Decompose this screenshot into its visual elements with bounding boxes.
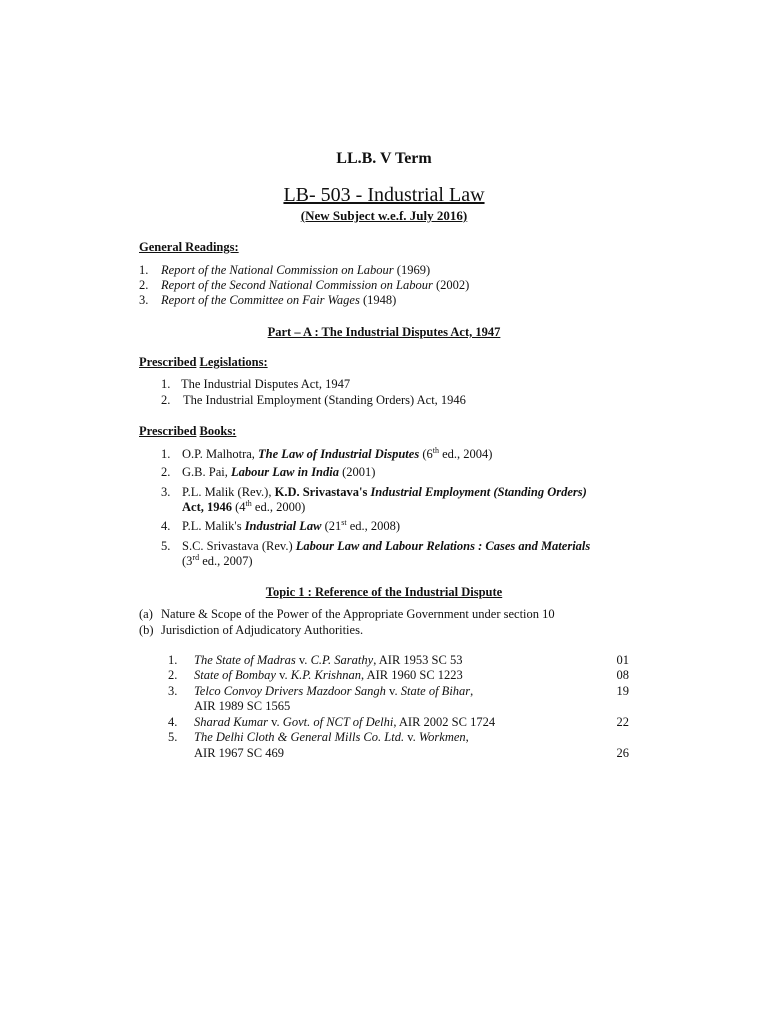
case-party: State of Bombay	[194, 668, 276, 682]
case-num: 1.	[168, 653, 178, 667]
heading-word: Legislations	[199, 355, 264, 369]
book-num: 3.	[161, 485, 171, 499]
book-edition: ed., 2008)	[346, 519, 401, 533]
case-page: 22	[616, 715, 629, 729]
case-num: 2.	[168, 668, 178, 682]
reading-item-text	[161, 277, 469, 293]
topic1-heading: Topic 1 : Reference of the Industrial Dispute	[265, 585, 503, 599]
legislation-num: 1.	[161, 377, 171, 391]
book-entry-line2	[182, 553, 253, 569]
book-author: G.B. Pai,	[182, 465, 231, 479]
legislation-text: The Industrial Disputes Act, 1947	[181, 377, 351, 391]
edition-suffix: th	[245, 499, 252, 508]
reading-title: Report of the National Commission on Labour	[161, 263, 394, 277]
case-versus: v.	[404, 730, 419, 744]
case-name	[194, 652, 462, 668]
case-name	[194, 683, 473, 699]
book-author: P.L. Malik (Rev.),	[182, 485, 275, 499]
book-edition: (2001)	[338, 465, 376, 479]
reading-num: 2.	[139, 278, 149, 292]
book-edition: (21	[321, 519, 342, 533]
book-edition: ed., 2000)	[251, 500, 306, 514]
case-versus: v.	[295, 653, 311, 667]
general-readings-heading: General Readings:	[139, 240, 239, 254]
reading-title: Report of the Committee on Fair Wages	[161, 293, 360, 307]
case-citation: , AIR 2002 SC 1724	[393, 715, 496, 729]
book-title: Labour Law and Labour Relations : Cases and Materials	[295, 539, 591, 553]
legislation-num: 2.	[161, 393, 171, 407]
reading-title: Report of the Second National Commission on Labour	[161, 278, 433, 292]
reading-item	[139, 292, 148, 308]
reading-item	[139, 277, 148, 293]
edition-suffix: th	[432, 446, 439, 455]
subitem-text: Jurisdiction of Adjudicatory Authorities.	[161, 623, 364, 637]
term-heading: LL.B. V Term	[336, 150, 432, 167]
case-num: 5.	[168, 730, 178, 744]
case-citation: ,	[470, 684, 474, 698]
book-title: Labour Law in India	[230, 465, 339, 479]
book-num: 2.	[161, 465, 171, 479]
case-versus: v.	[385, 684, 401, 698]
reading-year: (2002)	[432, 278, 470, 292]
case-citation: , AIR 1953 SC 53	[373, 653, 463, 667]
book-author: P.L. Malik's	[182, 519, 245, 533]
book-num: 4.	[161, 519, 171, 533]
book-edition: ed., 2007)	[199, 554, 253, 568]
reading-item	[139, 262, 148, 278]
case-citation-line2: AIR 1967 SC 469	[194, 746, 284, 760]
case-name	[194, 714, 495, 730]
book-entry	[182, 538, 590, 554]
case-citation: ,	[465, 730, 469, 744]
case-versus: v.	[275, 668, 291, 682]
subitem-label: (b)	[139, 623, 154, 637]
case-citation: , AIR 1960 SC 1223	[361, 668, 463, 682]
books-heading	[139, 423, 236, 439]
case-page: 08	[616, 668, 629, 682]
subitem-label: (a)	[139, 607, 153, 621]
book-author: O.P. Malhotra,	[182, 447, 259, 461]
course-subtitle: (New Subject w.e.f. July 2016)	[300, 208, 468, 223]
reading-year: (1948)	[359, 293, 397, 307]
heading-word: Books:	[199, 424, 237, 438]
case-party: C.P. Sarathy	[310, 653, 374, 667]
book-edition: (6	[419, 447, 433, 461]
book-edition: (3	[182, 554, 193, 568]
case-party: Workmen	[418, 730, 466, 744]
edition-suffix: st	[341, 518, 347, 527]
case-name	[194, 729, 469, 745]
book-author-bold: K.D. Srivastava's	[274, 485, 371, 499]
book-entry	[182, 446, 492, 462]
case-num: 4.	[168, 715, 178, 729]
book-entry-line2	[182, 499, 305, 515]
case-party: The Delhi Cloth & General Mills Co. Ltd.	[194, 730, 405, 744]
case-party: Sharad Kumar	[194, 715, 268, 729]
book-title: Industrial Law	[244, 519, 322, 533]
reading-num: 3.	[139, 293, 149, 307]
case-page: 19	[616, 684, 629, 698]
book-num: 1.	[161, 447, 171, 461]
edition-suffix: rd	[192, 553, 200, 562]
heading-word: Prescribed	[139, 355, 197, 369]
case-page: 01	[616, 653, 629, 667]
book-edition: ed., 2004)	[438, 447, 493, 461]
case-party: The State of Madras	[194, 653, 296, 667]
legislations-heading	[139, 354, 268, 370]
book-author: S.C. Srivastava (Rev.)	[182, 539, 296, 553]
heading-word: Prescribed	[139, 424, 197, 438]
case-party: Telco Convoy Drivers Mazdoor Sangh	[194, 684, 386, 698]
book-num: 5.	[161, 539, 171, 553]
case-versus: v.	[267, 715, 283, 729]
book-title: The Law of Industrial Disputes	[258, 447, 420, 461]
case-num: 3.	[168, 684, 178, 698]
reading-item-text	[161, 292, 396, 308]
book-entry	[182, 464, 375, 480]
reading-num: 1.	[139, 263, 149, 277]
case-party: Govt. of NCT of Delhi	[282, 715, 394, 729]
reading-item-text	[161, 262, 430, 278]
case-party: K.P. Krishnan	[290, 668, 362, 682]
book-edition: (4	[232, 500, 246, 514]
book-entry	[182, 518, 400, 534]
legislation-text: The Industrial Employment (Standing Orders) Act, 1946	[183, 393, 466, 407]
part-a-heading: Part – A : The Industrial Disputes Act, 1947	[267, 325, 501, 339]
book-entry	[182, 484, 587, 500]
case-page: 26	[616, 746, 629, 760]
heading-colon: :	[263, 355, 268, 369]
book-title: Industrial Employment (Standing Orders)	[370, 485, 587, 499]
case-citation-line2: AIR 1989 SC 1565	[194, 699, 291, 713]
course-title: LB- 503 - Industrial Law	[283, 184, 485, 206]
case-party: State of Bihar	[400, 684, 471, 698]
subitem-text: Nature & Scope of the Power of the Appropriate Government under section 10	[161, 607, 555, 621]
case-name	[194, 667, 463, 683]
book-title: Act, 1946	[182, 500, 232, 514]
reading-year: (1969)	[393, 263, 431, 277]
